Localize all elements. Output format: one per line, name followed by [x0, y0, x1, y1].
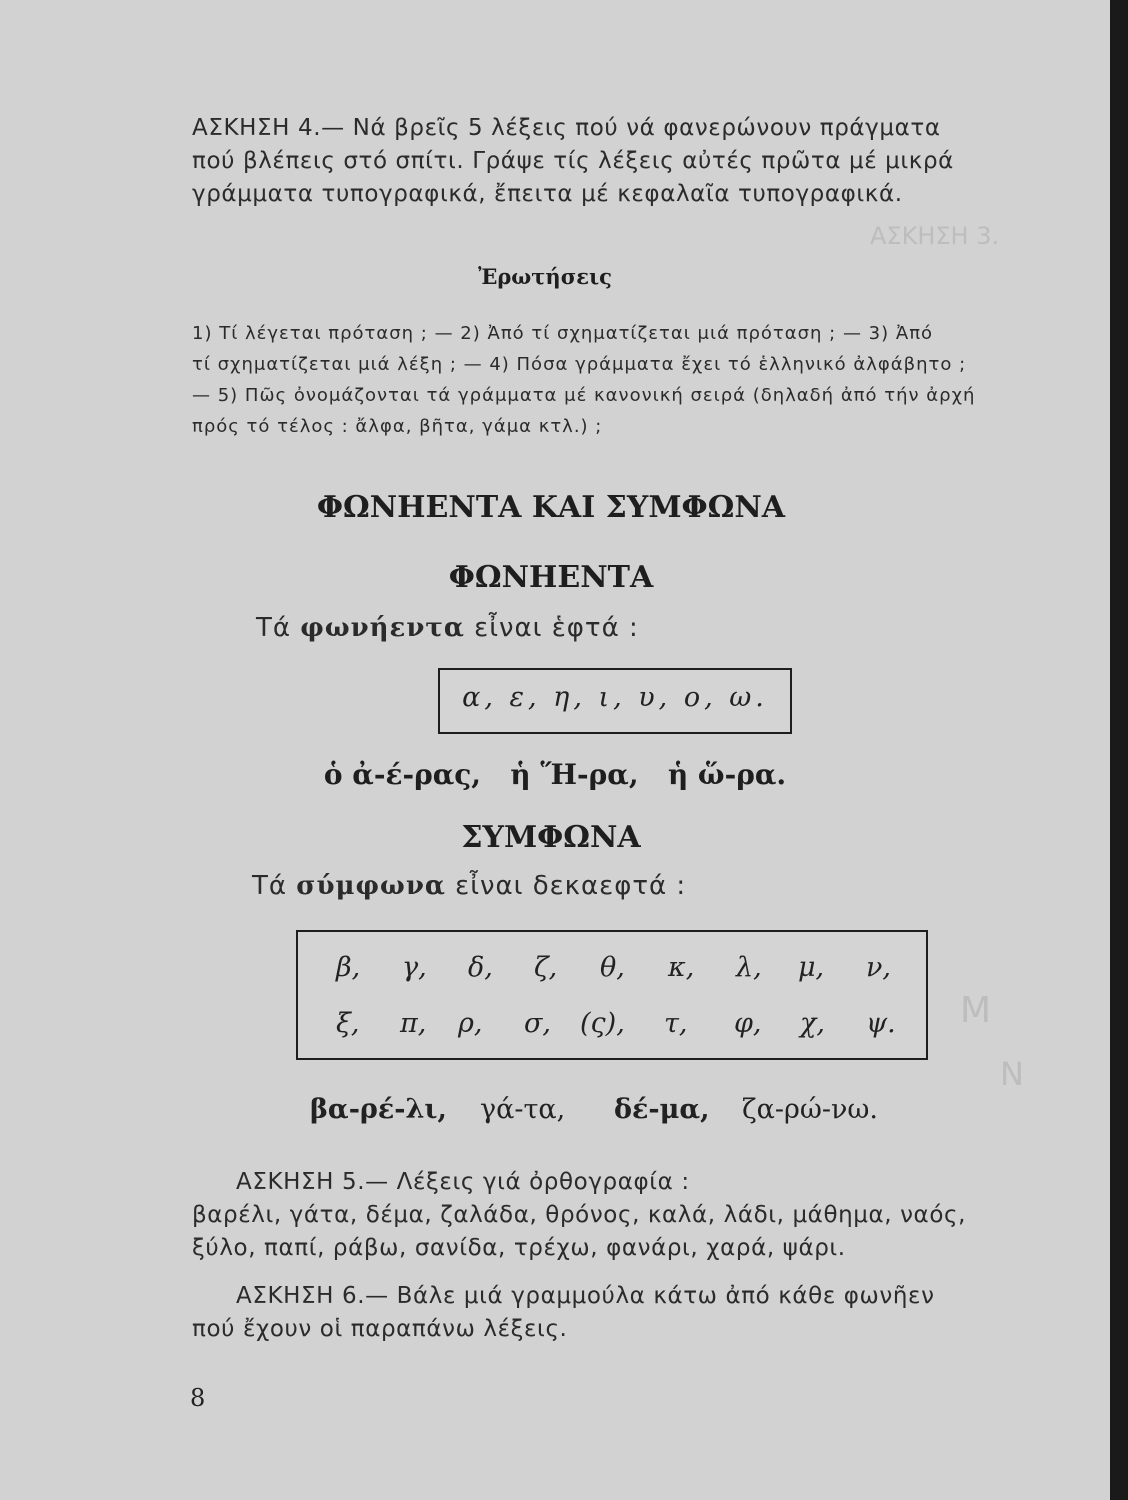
consonant-letter: μ, [798, 952, 825, 983]
vowels-intro-end: εἶναι ἑφτά : [474, 613, 639, 643]
questions-line-4: πρός τό τέλος : ἄλφα, βῆτα, γάμα κτλ.) ; [192, 416, 603, 437]
exercise-6 [192, 1280, 1038, 1346]
exercise-4-line-3: γράμματα τυπογραφικά, ἔπειτα μέ κεφαλαῖα τυπογραφικά. [192, 181, 903, 207]
consonant-letter: ζ, [534, 952, 558, 983]
example-word: βα-ρέ-λι, [310, 1094, 447, 1125]
consonant-letter: (ς), [580, 1008, 625, 1039]
consonant-letter: δ, [468, 952, 493, 983]
consonants-intro [252, 870, 1098, 903]
consonant-letter: ρ, [458, 1008, 483, 1039]
questions-line-1: 1) Τί λέγεται πρόταση ; — 2) Ἀπό τί σχηματίζεται μιά πρόταση ; — 3) Ἀπό [192, 323, 934, 344]
consonants-box [296, 930, 928, 1060]
exercise-6-line-1: ΑΣΚΗΣΗ 6.— Βάλε μιά γραμμούλα κάτω ἀπό κάθε φωνῆεν [236, 1283, 935, 1309]
exercise-5-line-1: ΑΣΚΗΣΗ 5.— Λέξεις γιά ὀρθογραφία : [236, 1169, 690, 1195]
vowels-term: φωνήεντα [300, 613, 465, 643]
example-word: δέ-μα, [614, 1094, 710, 1125]
consonant-letter: ξ, [336, 1008, 360, 1039]
consonant-letter: π, [400, 1008, 427, 1039]
vowels-intro-start: Τά [256, 613, 292, 643]
consonant-letter: γ, [402, 952, 427, 983]
example-word: γά-τα, [480, 1094, 566, 1125]
questions-line-2: τί σχηματίζεται μιά λέξη ; — 4) Πόσα γράμματα ἔχει τό ἑλληνικό ἀλφάβητο ; [192, 354, 967, 375]
main-heading: ΦΩΝΗΕΝΤΑ ΚΑΙ ΣΥΜΦΩΝΑ [316, 490, 786, 525]
consonant-letter: β, [336, 952, 361, 983]
page-number: 8 [190, 1384, 206, 1412]
bleed-through-decoration: Μ [960, 990, 992, 1031]
vowels-box [438, 668, 792, 734]
consonant-letter: θ, [600, 952, 625, 983]
consonant-letter: ψ. [866, 1008, 896, 1039]
vowels-intro [256, 612, 1102, 645]
exercise-6-line-2: πού ἔχουν οἱ παραπάνω λέξεις. [192, 1316, 568, 1342]
consonants-intro-end: εἶναι δεκαεφτά : [455, 871, 687, 901]
vowels-letters: α, ε, η, ι, υ, ο, ω. [462, 682, 768, 713]
consonant-letter: χ, [800, 1008, 825, 1039]
exercise-5 [192, 1166, 1038, 1265]
exercise-4-line-1: ΑΣΚΗΣΗ 4.— Νά βρεῖς 5 λέξεις πού νά φανερώνουν πράγματα [192, 115, 941, 141]
exercise-4 [192, 112, 1038, 211]
consonant-letter: λ, [736, 952, 762, 983]
questions-title: Ἐρωτήσεις [478, 264, 612, 289]
consonant-letter: τ, [664, 1008, 688, 1039]
bleed-through-decoration: Ν [1000, 1055, 1024, 1093]
bleed-through-decoration: ΑΣΚΗΣΗ 3. [870, 222, 1000, 250]
consonants-term: σύμφωνα [296, 871, 446, 901]
exercise-5-line-3: ξύλο, παπί, ράβω, σανίδα, τρέχω, φανάρι, χαρά, ψάρι. [192, 1235, 846, 1261]
exercise-4-line-2: πού βλέπεις στό σπίτι. Γράψε τίς λέξεις αὐτές πρῶτα μέ μικρά [192, 148, 954, 174]
consonant-letter: φ, [734, 1008, 762, 1039]
consonants-intro-start: Τά [252, 871, 288, 901]
consonant-letter: κ, [668, 952, 695, 983]
vowels-examples: ὁ ἀ-έ-ρας, ἡ Ἥ-ρα, ἡ ὥ-ρα. [323, 758, 787, 791]
questions-line-3: — 5) Πῶς ὀνομάζονται τά γράμματα μέ κανονική σειρά (δηλαδή ἀπό τήν ἀρχή [192, 385, 976, 406]
questions-text [192, 318, 1038, 442]
vowels-heading: ΦΩΝΗΕΝΤΑ [448, 560, 654, 595]
consonant-letter: σ, [524, 1008, 552, 1039]
consonants-heading: ΣΥΜΦΩΝΑ [461, 820, 641, 855]
exercise-5-line-2: βαρέλι, γάτα, δέμα, ζαλάδα, θρόνος, καλά, λάδι, μάθημα, ναός, [192, 1202, 967, 1228]
example-word: ζα-ρώ-νω. [742, 1094, 879, 1125]
consonant-letter: ν, [866, 952, 891, 983]
